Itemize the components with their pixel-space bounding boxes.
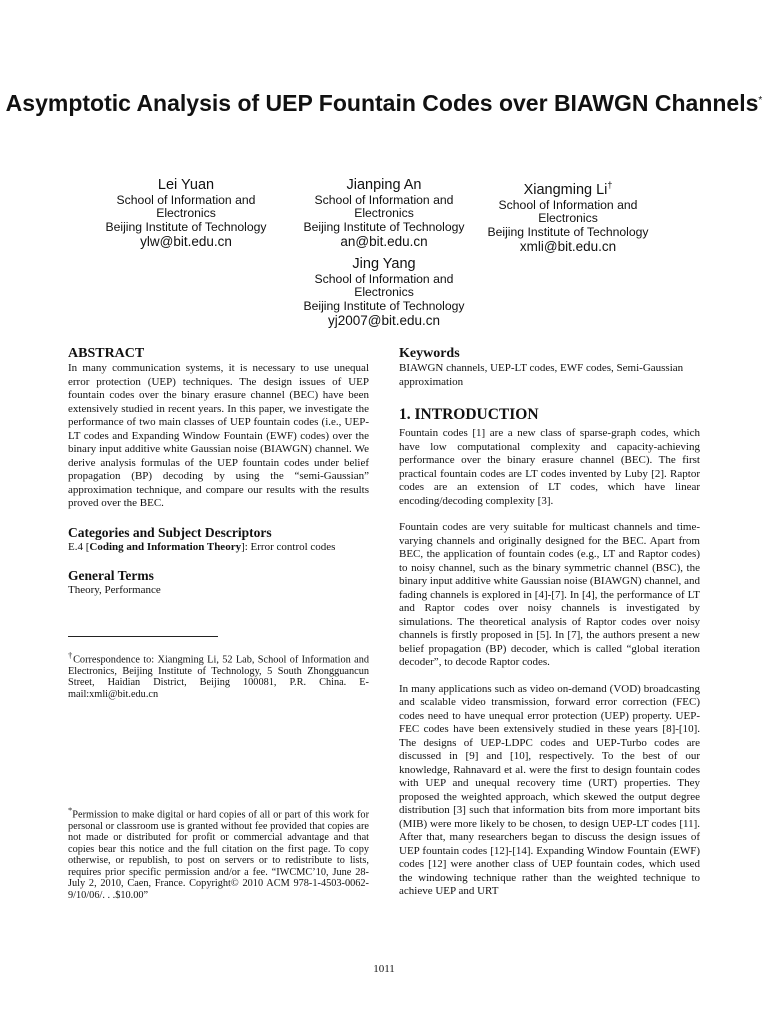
paper-title [0,88,768,118]
author-affiliation-line: School of Information and [314,193,454,207]
author-name: Jianping An [346,177,422,193]
abstract-text: In many communication systems, it is necessary to use unequal error protection (UEP) techniques. The design issues of UEP fountain codes over the binary erasure channel (BEC) have been extensively studied in recent years. In this paper, we investigate the performance of two main classes of UEP fountain codes (i.e., UEP-LT codes and Expanding Window Fountain (EWF) codes) over the binary input additive white Gaussian noise (BIAWGN) channel. We derive analysis formulas of the UEP fountain codes under belief propagation (BP) decoding by using the “semi-Gaussian” approximation technique, and compare our results with the results proved over the BEC. [68,362,369,509]
general-terms-heading: General Terms [68,568,154,583]
categories-suffix: ]: Error control codes [241,540,336,553]
keywords-text: BIAWGN channels, UEP-LT codes, EWF codes, Semi-Gaussian approximation [399,362,684,388]
author-block-3 [473,176,663,255]
categories-text [68,541,369,555]
author-email: ylw@bit.edu.cn [140,234,232,250]
author-affiliation-line: School of Information and [314,272,454,286]
footnote-divider [68,636,218,637]
author-email: an@bit.edu.cn [340,234,428,250]
permission-footnote [68,805,369,901]
general-terms-text: Theory, Performance [68,584,161,596]
author-affiliation-line: Electronics [156,206,216,221]
abstract-heading: ABSTRACT [68,346,145,361]
correspondence-text: Correspondence to: Xiangming Li, 52 Lab, School of Information and Electronics, Beijing Institute of Technology, 5 South Zhongguancun Street, Haidian District, Beijing 100081, P.R. China. E-mail:xmli@bit.edu.cn [68,654,370,700]
author-affiliation-line: Electronics [354,206,414,221]
footnote-dagger: † [68,650,74,660]
intro-paragraph-1: Fountain codes [1] are a new class of sparse-graph codes, which have low computational complexity and capacity-achieving performance over the binary erasure channel (BEC). The first practical fountain codes are LT codes invented by Luby [2]. Raptor codes are an extension of LT codes, which have linear encoding/decoding complexity [3]. [399,427,700,507]
author-email: xmli@bit.edu.cn [519,239,617,255]
author-name: Xiangming Li [523,181,608,198]
author-name-line [473,176,663,199]
author-name: Lei Yuan [157,177,215,193]
correspondence-footnote [68,650,369,700]
author-footnote-mark: † [607,180,613,190]
author-affiliation-line: Beijing Institute of Technology [303,298,465,313]
author-affiliation-line: Beijing Institute of Technology [303,219,465,234]
right-column [399,345,700,899]
author-affiliation-line: Electronics [538,211,598,226]
left-column [68,345,369,598]
title-footnote-mark: * [758,95,763,106]
intro-paragraph-3: In many applications such as video on-demand (VOD) broadcasting and scalable video transmission, forward error correction (FEC) codes need to have unequal error protection (UEP) property. UEP-FEC codes have been extensively studied in these years [8]-[10]. The designs of UEP-LDPC codes and UEP-Turbo codes are discussed in [9] and [10], respectively. To the best of our knowledge, Rahnavard et al. were the first to design fountain codes with UEP and unequal recovery time (URT) properties. They proposed the weighted approach, which skewed the output degree distribution [3] such that information bits from more important bits (MIB) were more likely to be chosen, to design UEP-LT codes [11]. After that, many researchers began to discuss the design issues of UEP fountain codes [12]-[14]. Expanding Window Fountain (EWF) codes [12] were another class of UEP fountain codes, which used the windowing technique rather than the weighted technique to achieve UEP and URT [399,682,700,897]
categories-bold: Coding and Information Theory [89,540,242,553]
author-block-4 [289,255,479,329]
intro-paragraph-2: Fountain codes are very suitable for multicast channels and time-varying channels and originally designed for the BEC. Apart from BEC, the application of fountain codes (e.g., LT and Raptor codes) to noisy channel, such as the binary symmetric channel (BSC), the binary input additive white Gaussian noise (BIAWGN) channel, and fading channels is explored in [4]-[7]. In [4], the performance of LT and Raptor codes over noisy channels is investigated by simulations. The theoretical analysis of Raptor codes over noisy channels is firstly proposed in [5]. In [7], the authors present a new belief propagation (BP) decoder, which is called “global iteration decoder”, to decode Raptor codes. [399,521,700,668]
paper-title-text: Asymptotic Analysis of UEP Fountain Codes over BIAWGN Channels [5,90,759,116]
author-affiliation-line: School of Information and [116,193,256,207]
permission-text: Permission to make digital or hard copies of all or part of this work for personal or classroom use is granted without fee provided that copies are not made or distributed for profit or commercial advantage and that copies bear this notice and the full citation on the first page. To copy otherwise, or republish, to post on servers or to redistribute to lists, requires prior specific permission and/or a fee. “IWCMC’10, June 28-July 2, 2010, Caen, France. Copyright© 2010 ACM 978-1-4503-0062-9/10/06/. . .$10.00” [68,809,369,901]
author-affiliation-line: Beijing Institute of Technology [105,219,267,234]
author-block-2 [289,176,479,250]
keywords-heading: Keywords [399,346,460,361]
author-email: yj2007@bit.edu.cn [327,313,441,329]
categories-prefix: E.4 [ [68,540,90,553]
footnote-asterisk: * [68,805,73,815]
author-block-1 [91,176,281,250]
author-affiliation-line: School of Information and [498,197,638,212]
introduction-heading: 1. INTRODUCTION [399,406,539,423]
author-affiliation-line: Beijing Institute of Technology [487,224,649,239]
author-name: Jing Yang [352,256,416,272]
author-affiliation-line: Electronics [354,285,414,300]
page-number: 1011 [373,963,395,975]
categories-heading: Categories and Subject Descriptors [68,524,272,540]
